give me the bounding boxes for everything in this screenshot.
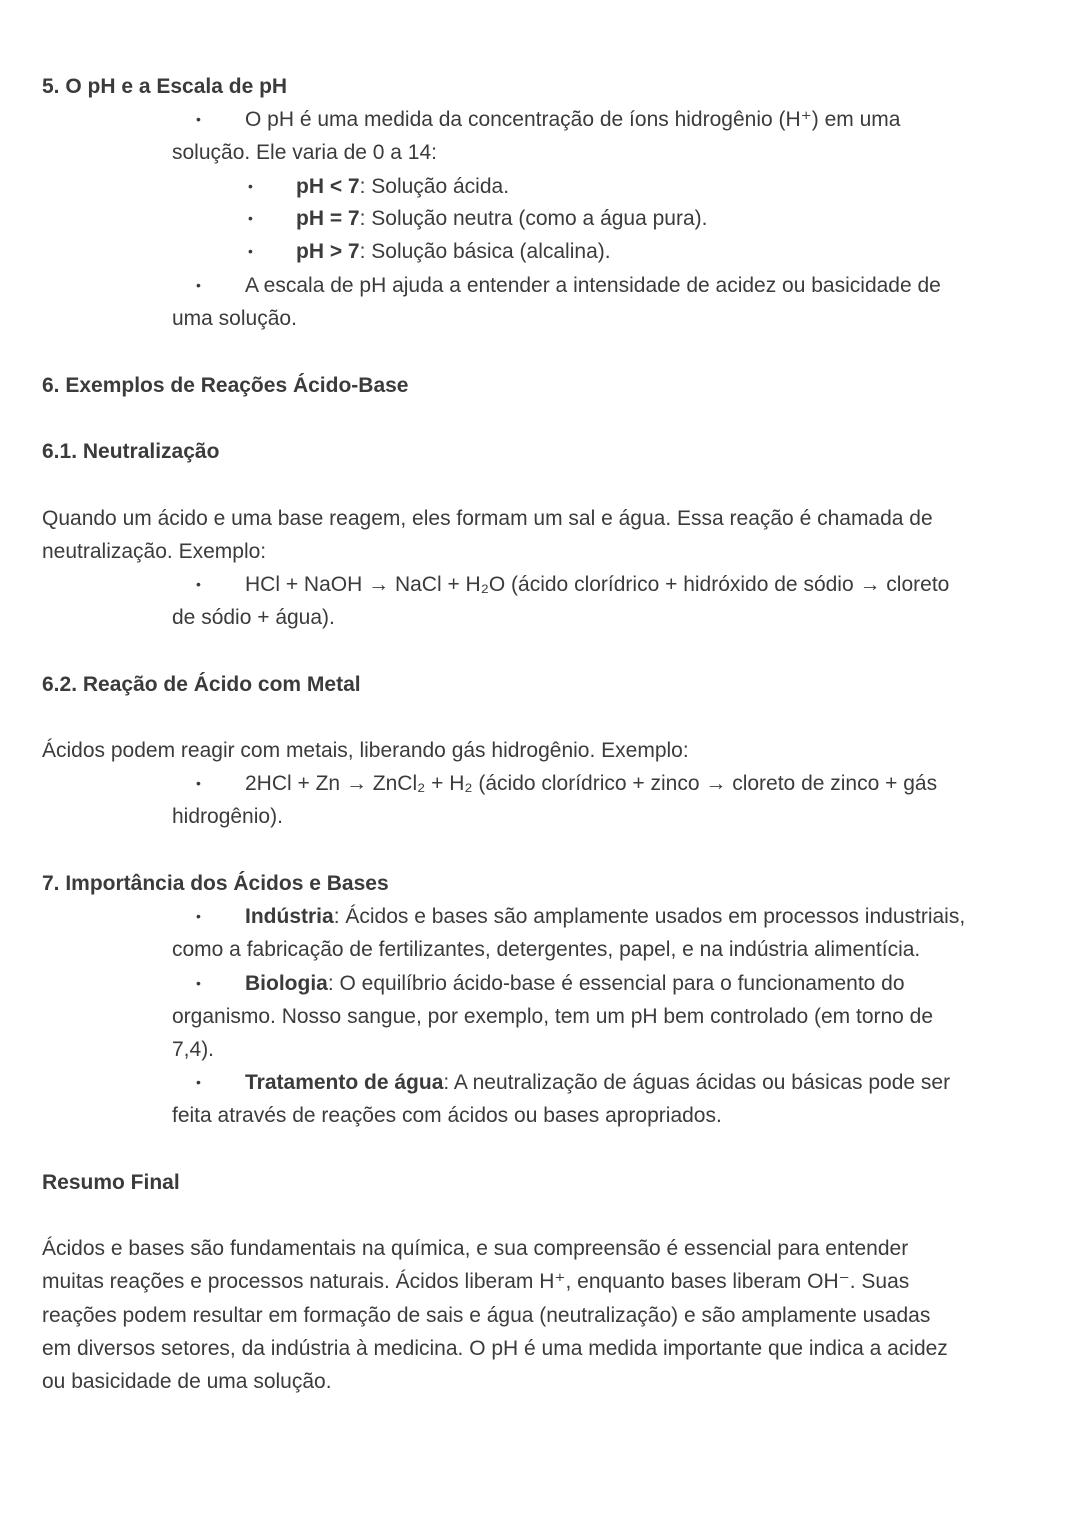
bullet-icon: • bbox=[196, 908, 201, 924]
ph-basic-text: : Solução básica (alcalina). bbox=[359, 240, 611, 263]
summary-line: ou basicidade de uma solução. bbox=[42, 1370, 332, 1393]
metal-example-line2: hidrogênio). bbox=[172, 805, 283, 828]
bullet-icon: • bbox=[248, 243, 253, 259]
ph-basic-item bbox=[296, 235, 611, 268]
industry-item bbox=[245, 900, 965, 933]
biology-line2: organismo. Nosso sangue, por exemplo, tem um pH bem controlado (em torno de bbox=[172, 1005, 934, 1028]
section-5-heading: 5. O pH e a Escala de pH bbox=[42, 75, 288, 98]
water-treatment-text: : A neutralização de águas ácidas ou básicas pode ser bbox=[443, 1071, 951, 1094]
water-treatment-line2: feita através de reações com ácidos ou bases apropriados. bbox=[172, 1104, 722, 1127]
ph-acid-item bbox=[296, 170, 509, 203]
biology-label: Biologia bbox=[245, 972, 328, 995]
industry-line2: como a fabricação de fertilizantes, detergentes, papel, e na indústria alimentícia. bbox=[172, 938, 921, 961]
bullet-icon: • bbox=[196, 975, 201, 991]
metal-example-line1: 2HCl + Zn → ZnCl₂ + H₂ (ácido clorídrico + zinco → cloreto de zinco + gás bbox=[245, 772, 938, 795]
ph-definition-line2: solução. Ele varia de 0 a 14: bbox=[172, 141, 438, 164]
biology-item bbox=[245, 967, 905, 1000]
bullet-icon: • bbox=[196, 775, 201, 791]
ph-neutral-label: pH = 7 bbox=[296, 207, 360, 230]
biology-line3: 7,4). bbox=[172, 1038, 215, 1061]
section-6-1-heading: 6.1. Neutralização bbox=[42, 440, 220, 463]
ph-scale-line2: uma solução. bbox=[172, 307, 297, 330]
summary-heading: Resumo Final bbox=[42, 1171, 180, 1194]
industry-text: : Ácidos e bases são amplamente usados em processos industriais, bbox=[333, 905, 966, 928]
section-6-heading: 6. Exemplos de Reações Ácido-Base bbox=[42, 374, 409, 397]
bullet-icon: • bbox=[196, 1074, 201, 1090]
bullet-icon: • bbox=[196, 111, 201, 127]
summary-line: reações podem resultar em formação de sais e água (neutralização) e são amplamente usadas bbox=[42, 1304, 931, 1327]
bullet-icon: • bbox=[196, 576, 201, 592]
industry-label: Indústria bbox=[245, 905, 334, 928]
bullet-icon: • bbox=[248, 178, 253, 194]
metal-reaction-para: Ácidos podem reagir com metais, liberando gás hidrogênio. Exemplo: bbox=[42, 739, 689, 762]
ph-basic-label: pH > 7 bbox=[296, 240, 360, 263]
summary-line: muitas reações e processos naturais. Ácidos liberam H⁺, enquanto bases liberam OH⁻. Suas bbox=[42, 1270, 910, 1293]
neutralization-para-line1: Quando um ácido e uma base reagem, eles formam um sal e água. Essa reação é chamada de bbox=[42, 507, 933, 530]
bullet-icon: • bbox=[196, 277, 201, 293]
section-7-heading: 7. Importância dos Ácidos e Bases bbox=[42, 872, 389, 895]
ph-scale-line1: A escala de pH ajuda a entender a intensidade de acidez ou basicidade de bbox=[245, 274, 941, 297]
biology-text: : O equilíbrio ácido-base é essencial para o funcionamento do bbox=[327, 972, 905, 995]
ph-neutral-item bbox=[296, 202, 707, 235]
ph-acid-text: : Solução ácida. bbox=[359, 175, 510, 198]
bullet-icon: • bbox=[248, 210, 253, 226]
ph-definition-line1: O pH é uma medida da concentração de íons hidrogênio (H⁺) em uma bbox=[245, 108, 901, 131]
section-6-2-heading: 6.2. Reação de Ácido com Metal bbox=[42, 673, 361, 696]
ph-acid-label: pH < 7 bbox=[296, 175, 360, 198]
neutralization-example-line1: HCl + NaOH → NaCl + H₂O (ácido clorídrico + hidróxido de sódio → cloreto bbox=[245, 573, 950, 596]
summary-line: em diversos setores, da indústria à medicina. O pH é uma medida importante que indica a acidez bbox=[42, 1337, 948, 1360]
water-treatment-item bbox=[245, 1066, 950, 1099]
neutralization-example-line2: de sódio + água). bbox=[172, 606, 335, 629]
summary-line: Ácidos e bases são fundamentais na química, e sua compreensão é essencial para entender bbox=[42, 1237, 909, 1260]
water-treatment-label: Tratamento de água bbox=[245, 1071, 444, 1094]
neutralization-para-line2: neutralização. Exemplo: bbox=[42, 540, 267, 563]
ph-neutral-text: : Solução neutra (como a água pura). bbox=[359, 207, 708, 230]
